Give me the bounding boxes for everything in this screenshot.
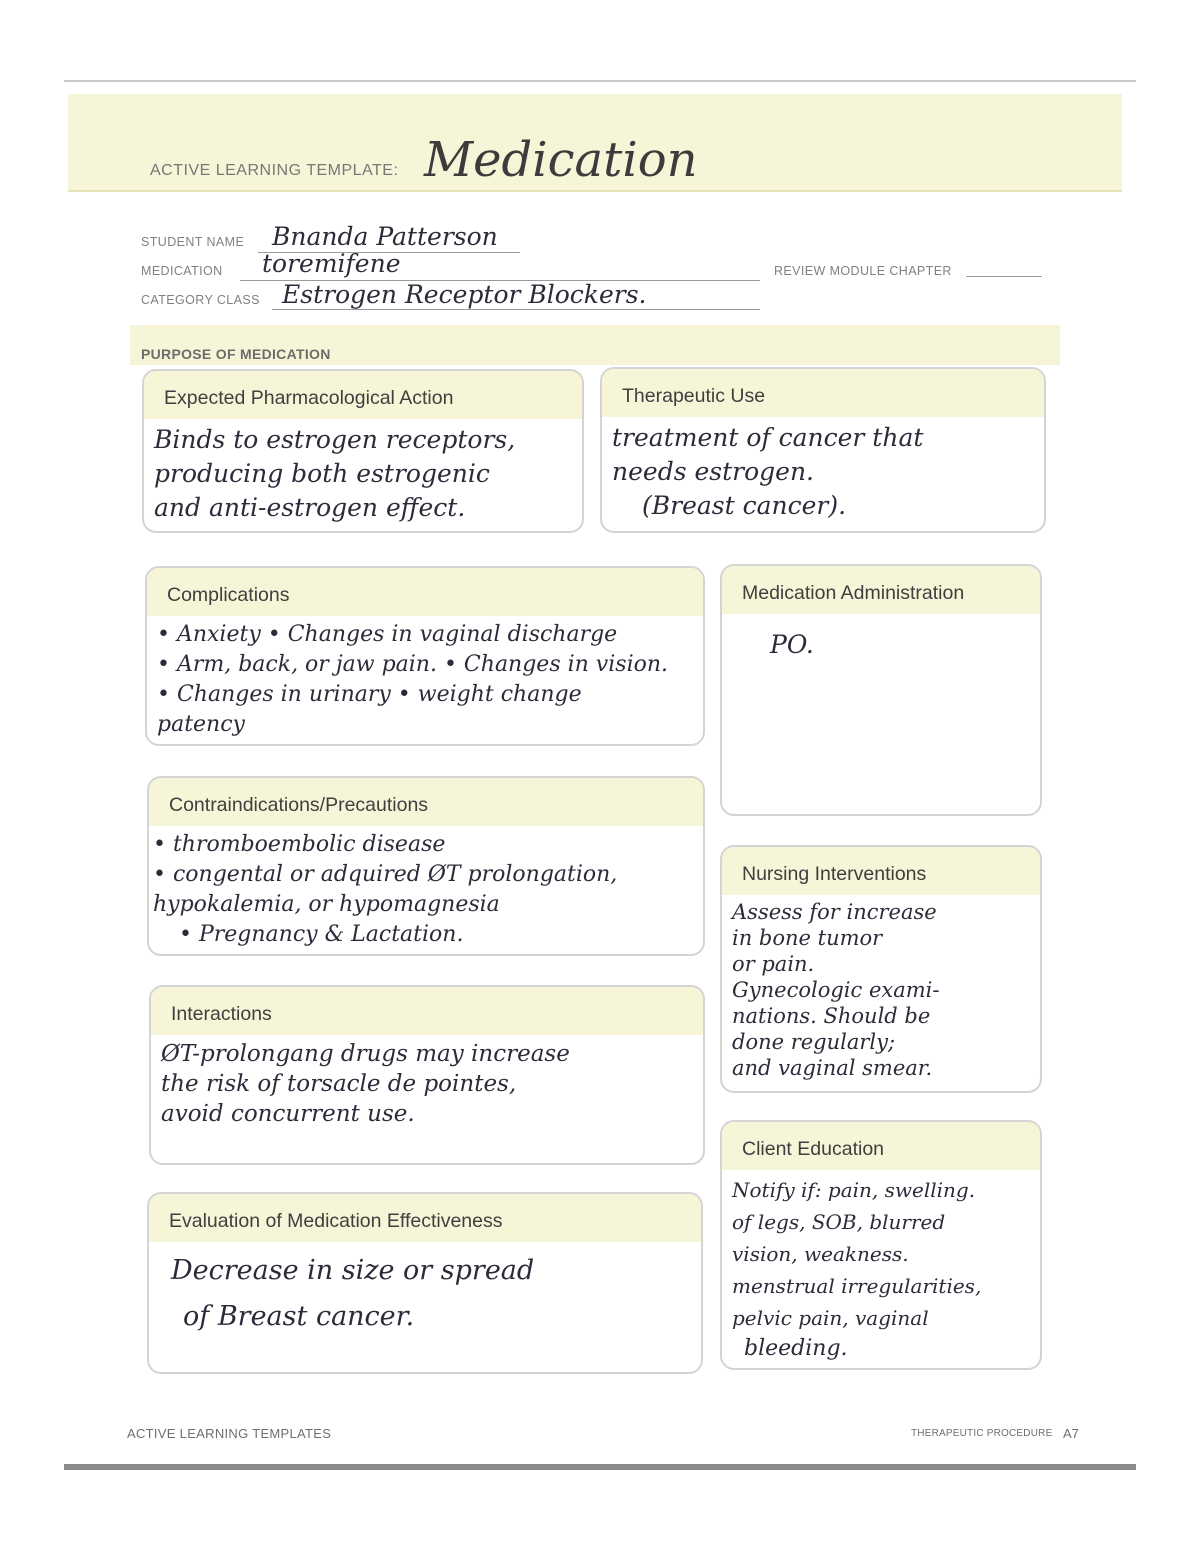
- review-module-line: [966, 276, 1042, 277]
- note-line: of Breast cancer.: [183, 1301, 415, 1332]
- note-line: done regularly;: [732, 1030, 896, 1054]
- note-line: • Anxiety • Changes in vaginal discharge: [157, 622, 618, 647]
- evaluation-box: [147, 1192, 703, 1374]
- note-line: • Arm, back, or jaw pain. • Changes in vision.: [157, 652, 669, 677]
- client-education-overflow-line: bleeding.: [744, 1336, 848, 1361]
- note-line: menstrual irregularities,: [732, 1274, 982, 1298]
- administration-notes[interactable]: [722, 614, 1040, 662]
- note-line: Gynecologic exami-: [732, 978, 940, 1002]
- expected-action-box: [142, 369, 584, 533]
- note-line: • Pregnancy & Lactation.: [179, 922, 464, 947]
- nursing-title: Nursing Interventions: [722, 847, 1040, 895]
- client-education-box: [720, 1120, 1042, 1370]
- note-line: Binds to estrogen receptors,: [154, 425, 516, 454]
- note-line: • congental or adquired ØT prolongation,: [153, 862, 618, 887]
- note-line: treatment of cancer that: [612, 423, 924, 452]
- note-line: and vaginal smear.: [732, 1056, 933, 1080]
- note-line: (Breast cancer).: [642, 491, 847, 520]
- administration-box: [720, 564, 1042, 816]
- medication-value[interactable]: toremifene: [262, 249, 401, 278]
- medication-label: MEDICATION: [141, 264, 223, 278]
- footer-right: THERAPEUTIC PROCEDURE: [911, 1428, 1053, 1439]
- complications-notes[interactable]: [147, 616, 703, 740]
- note-line: ØT-prolongang drugs may increase: [161, 1041, 570, 1067]
- client-education-notes[interactable]: [722, 1170, 1040, 1334]
- contraindications-notes[interactable]: [149, 826, 703, 950]
- category-class-label: CATEGORY CLASS: [141, 293, 260, 307]
- complications-title: Complications: [147, 568, 703, 616]
- student-name-label: STUDENT NAME: [141, 235, 245, 249]
- evaluation-notes[interactable]: [149, 1242, 701, 1340]
- category-class-value[interactable]: Estrogen Receptor Blockers.: [282, 280, 647, 309]
- expected-action-notes[interactable]: [144, 419, 582, 525]
- note-line: the risk of torsacle de pointes,: [161, 1071, 517, 1097]
- therapeutic-use-box: [600, 367, 1046, 533]
- note-line: Notify if: pain, swelling.: [732, 1178, 976, 1202]
- therapeutic-use-title: Therapeutic Use: [602, 369, 1044, 417]
- note-line: • thromboembolic disease: [153, 832, 446, 857]
- nursing-box: [720, 845, 1042, 1093]
- footer-left: ACTIVE LEARNING TEMPLATES: [127, 1426, 332, 1441]
- note-line: in bone tumor: [732, 926, 883, 950]
- note-line: • Changes in urinary • weight change: [157, 682, 582, 707]
- footer-page-number: A7: [1063, 1426, 1079, 1441]
- evaluation-title: Evaluation of Medication Effectiveness: [149, 1194, 701, 1242]
- template-title: Medication: [424, 132, 698, 188]
- note-line: needs estrogen.: [612, 457, 814, 486]
- contraindications-box: [147, 776, 705, 956]
- therapeutic-use-notes[interactable]: [602, 417, 1044, 523]
- contraindications-title: Contraindications/Precautions: [149, 778, 703, 826]
- note-line: vision, weakness.: [732, 1242, 909, 1266]
- complications-box: [145, 566, 705, 746]
- review-module-label: REVIEW MODULE CHAPTER: [774, 264, 952, 278]
- note-line: or pain.: [732, 952, 815, 976]
- category-class-line: [272, 309, 760, 310]
- note-line: Decrease in size or spread: [171, 1255, 535, 1286]
- nursing-notes[interactable]: [722, 895, 1040, 1081]
- note-line: patency: [157, 712, 245, 737]
- interactions-notes[interactable]: [151, 1035, 703, 1129]
- note-line: PO.: [770, 630, 814, 659]
- note-line: hypokalemia, or hypomagnesia: [153, 892, 500, 917]
- administration-title: Medication Administration: [722, 566, 1040, 614]
- interactions-box: [149, 985, 705, 1165]
- interactions-title: Interactions: [151, 987, 703, 1035]
- note-line: and anti-estrogen effect.: [154, 493, 466, 522]
- expected-action-title: Expected Pharmacological Action: [144, 371, 582, 419]
- note-line: nations. Should be: [732, 1004, 931, 1028]
- purpose-label: PURPOSE OF MEDICATION: [141, 346, 331, 362]
- template-kicker: ACTIVE LEARNING TEMPLATE:: [150, 162, 399, 179]
- note-line: pelvic pain, vaginal: [732, 1306, 929, 1330]
- note-line: of legs, SOB, blurred: [732, 1210, 946, 1234]
- student-name-value[interactable]: Bnanda Patterson: [272, 222, 498, 251]
- note-line: avoid concurrent use.: [161, 1101, 415, 1127]
- note-line: producing both estrogenic: [154, 459, 490, 488]
- note-line: Assess for increase: [732, 900, 937, 924]
- client-education-title: Client Education: [722, 1122, 1040, 1170]
